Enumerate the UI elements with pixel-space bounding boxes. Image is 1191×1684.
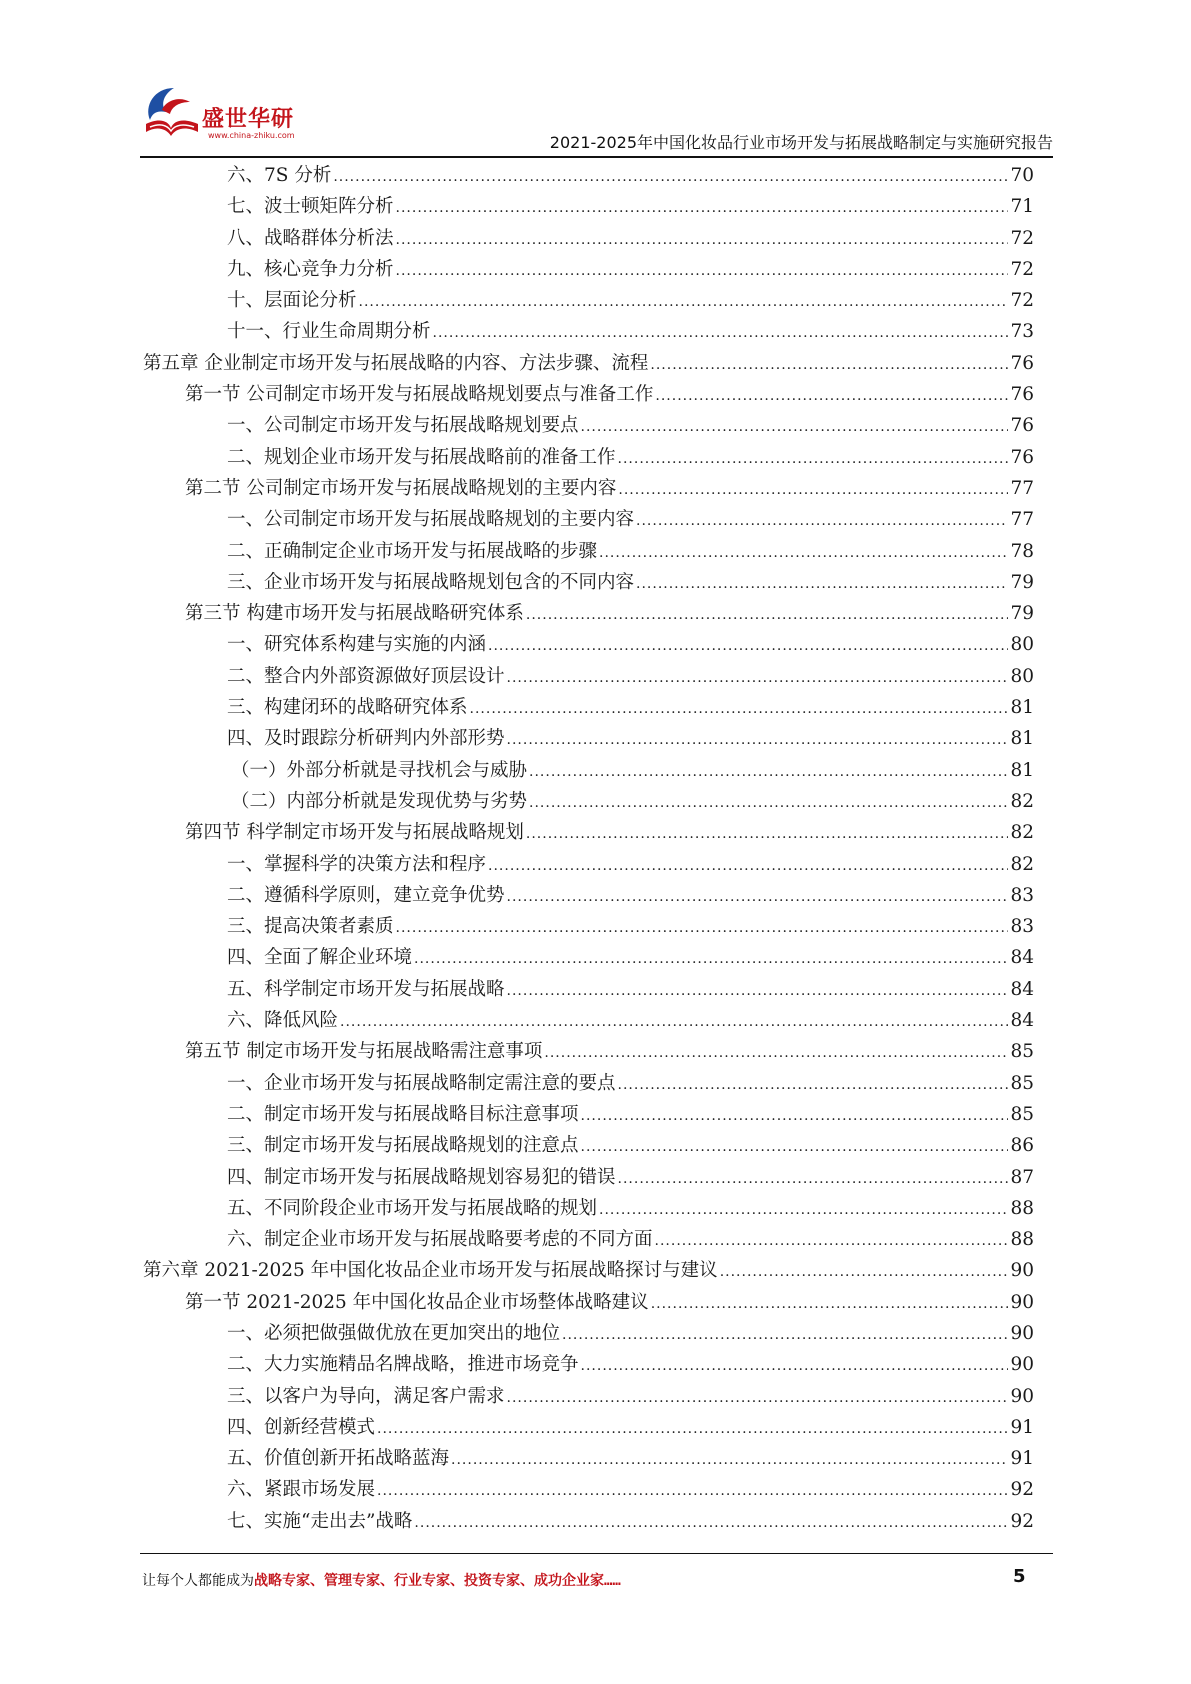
toc-entry-page: 91 (1010, 1448, 1034, 1470)
toc-entry-page: 79 (1010, 603, 1034, 625)
toc-entry-page: 71 (1010, 196, 1034, 218)
toc-item-entry[interactable] (143, 316, 1034, 347)
toc-item-entry[interactable] (143, 692, 1034, 723)
toc-entry-title: 十、层面论分析 (227, 290, 357, 312)
toc-entry-page: 82 (1010, 790, 1034, 812)
toc-item-entry[interactable] (143, 1474, 1034, 1505)
toc-dot-leader (562, 1320, 1008, 1351)
toc-entry-page: 86 (1010, 1135, 1034, 1157)
toc-entry-page: 88 (1010, 1197, 1034, 1219)
report-title: 2021-2025年中国化妆品行业市场开发与拓展战略制定与实施研究报告 (549, 133, 1053, 152)
toc-entry-page: 84 (1010, 947, 1034, 969)
toc-dot-leader (636, 569, 1008, 600)
toc-dot-leader (599, 1195, 1008, 1226)
toc-entry-title: 二、规划企业市场开发与拓展战略前的准备工作 (227, 446, 616, 468)
toc-dot-leader (618, 1164, 1009, 1195)
toc-dot-leader (414, 944, 1008, 975)
toc-entry-page: 90 (1010, 1260, 1034, 1282)
toc-entry-page: 77 (1010, 509, 1034, 531)
toc-item-entry[interactable] (143, 1005, 1034, 1036)
toc-item-entry[interactable] (143, 567, 1034, 598)
toc-dot-leader (396, 193, 1009, 224)
toc-entry-page: 82 (1010, 853, 1034, 875)
toc-entry-title: 五、价值创新开拓战略蓝海 (227, 1448, 450, 1470)
toc-entry-title: 三、企业市场开发与拓展战略规划包含的不同内容 (227, 571, 635, 593)
toc-entry-title: 二、大力实施精品名牌战略，推进市场竞争 (227, 1354, 579, 1376)
toc-entry-page: 90 (1010, 1322, 1034, 1344)
toc-item-entry[interactable] (143, 1349, 1034, 1380)
toc-entry-page: 92 (1010, 1510, 1034, 1532)
company-logo (140, 78, 310, 148)
toc-entry-title: 四、制定市场开发与拓展战略规划容易犯的错误 (227, 1166, 616, 1188)
toc-entry-page: 76 (1010, 446, 1034, 468)
toc-entry-page: 85 (1010, 1103, 1034, 1125)
toc-entry-page: 84 (1010, 1010, 1034, 1032)
toc-entry-title: 八、战略群体分析法 (227, 227, 394, 249)
toc-dot-leader (507, 1383, 1009, 1414)
toc-item-entry[interactable] (143, 223, 1034, 254)
toc-item-entry[interactable] (143, 442, 1034, 473)
toc-entry-page: 90 (1010, 1385, 1034, 1407)
toc-section-entry[interactable] (143, 598, 1034, 629)
toc-entry-title: 第六章 2021-2025 年中国化妆品企业市场开发与拓展战略探讨与建议 (143, 1260, 718, 1282)
toc-entry-page: 76 (1010, 415, 1034, 437)
toc-item-entry[interactable] (143, 285, 1034, 316)
toc-entry-page: 72 (1010, 290, 1034, 312)
toc-entry-title: 六、紧跟市场发展 (227, 1479, 376, 1501)
toc-dot-leader (655, 381, 1008, 412)
toc-item-entry[interactable] (143, 504, 1034, 535)
toc-dot-leader (507, 976, 1009, 1007)
toc-dot-leader (636, 506, 1008, 537)
toc-entry-title: 四、及时跟踪分析研判内外部形势 (227, 728, 505, 750)
toc-entry-page: 80 (1010, 634, 1034, 656)
toc-dot-leader (655, 1226, 1009, 1257)
toc-item-entry[interactable] (143, 1224, 1034, 1255)
toc-item-entry[interactable] (143, 191, 1034, 222)
toc-item-entry[interactable] (143, 160, 1034, 191)
toc-section-entry[interactable] (143, 1287, 1034, 1318)
toc-dot-leader (333, 162, 1008, 193)
toc-entry-title: 第一节 公司制定市场开发与拓展战略规划要点与准备工作 (185, 384, 654, 406)
toc-entry-title: 五、不同阶段企业市场开发与拓展战略的规划 (227, 1197, 598, 1219)
toc-dot-leader (488, 851, 1008, 882)
toc-entry-title: 四、创新经营模式 (227, 1416, 376, 1438)
toc-dot-leader (529, 788, 1008, 819)
toc-entry-page: 72 (1010, 258, 1034, 280)
toc-dot-leader (581, 1351, 1009, 1382)
toc-dot-leader (488, 631, 1008, 662)
toc-entry-page: 81 (1010, 759, 1034, 781)
toc-item-entry[interactable] (143, 849, 1034, 880)
toc-entry-title: 第三节 构建市场开发与拓展战略研究体系 (185, 603, 524, 625)
header-divider (140, 156, 1053, 158)
toc-item-entry[interactable] (143, 1193, 1034, 1224)
toc-entry-title: 二、遵循科学原则，建立竞争优势 (227, 884, 505, 906)
toc-dot-leader (618, 1070, 1009, 1101)
toc-dot-leader (507, 725, 1009, 756)
toc-item-entry[interactable] (143, 755, 1034, 786)
toc-entry-title: 十一、行业生命周期分析 (227, 321, 431, 343)
logo-title: 盛世华研 (202, 107, 295, 132)
toc-dot-leader (507, 882, 1009, 913)
toc-item-entry[interactable] (143, 1318, 1034, 1349)
toc-entry-page: 92 (1010, 1479, 1034, 1501)
toc-entry-title: 一、研究体系构建与实施的内涵 (227, 634, 487, 656)
toc-entry-page: 88 (1010, 1229, 1034, 1251)
toc-entry-page: 80 (1010, 665, 1034, 687)
toc-dot-leader (650, 350, 1008, 381)
toc-entry-title: 三、以客户为导向，满足客户需求 (227, 1385, 505, 1407)
toc-entry-title: 一、必须把做强做优放在更加突出的地位 (227, 1322, 561, 1344)
toc-chapter-entry[interactable] (143, 1255, 1034, 1286)
toc-dot-leader (377, 1414, 1008, 1445)
toc-item-entry[interactable] (143, 1381, 1034, 1412)
toc-entry-title: 七、实施“走出去”战略 (227, 1510, 413, 1532)
toc-item-entry[interactable] (143, 942, 1034, 973)
toc-entry-page: 83 (1010, 884, 1034, 906)
toc-entry-page: 87 (1010, 1166, 1034, 1188)
toc-dot-leader (433, 318, 1009, 349)
toc-dot-leader (618, 444, 1009, 475)
toc-item-entry[interactable] (143, 1443, 1034, 1474)
page-number: 5 (1013, 1566, 1026, 1587)
toc-dot-leader (414, 1508, 1008, 1539)
toc-dot-leader (581, 1101, 1009, 1132)
toc-item-entry[interactable] (143, 911, 1034, 942)
toc-dot-leader (396, 225, 1009, 256)
toc-dot-leader (340, 1007, 1008, 1038)
toc-item-entry[interactable] (143, 974, 1034, 1005)
toc-section-entry[interactable] (143, 473, 1034, 504)
toc-entry-page: 70 (1010, 165, 1034, 186)
toc-dot-leader (396, 256, 1009, 287)
toc-entry-title: 五、科学制定市场开发与拓展战略 (227, 978, 505, 1000)
toc-entry-title: 一、公司制定市场开发与拓展战略规划的主要内容 (227, 509, 635, 531)
toc-dot-leader (720, 1257, 1009, 1288)
toc-dot-leader (359, 287, 1009, 318)
toc-item-entry[interactable] (143, 723, 1034, 754)
toc-entry-title: 第五节 制定市场开发与拓展战略需注意事项 (185, 1041, 543, 1063)
toc-item-entry[interactable] (143, 254, 1034, 285)
toc-entry-title: 三、构建闭环的战略研究体系 (227, 697, 468, 719)
toc-entry-page: 85 (1010, 1041, 1034, 1063)
toc-entry-page: 81 (1010, 697, 1034, 719)
logo-url: www.china-zhiku.com (208, 131, 295, 140)
toc-dot-leader (544, 1038, 1008, 1069)
toc-dot-leader (618, 475, 1008, 506)
toc-entry-page: 73 (1010, 321, 1034, 343)
toc-dot-leader (507, 663, 1009, 694)
toc-item-entry[interactable] (143, 1099, 1034, 1130)
toc-dot-leader (599, 538, 1008, 569)
toc-entry-title: （二）内部分析就是发现优势与劣势 (231, 790, 528, 812)
toc-item-entry[interactable] (143, 1412, 1034, 1443)
toc-entry-title: 六、降低风险 (227, 1010, 339, 1032)
toc-item-entry[interactable] (143, 661, 1034, 692)
toc-item-entry[interactable] (143, 786, 1034, 817)
toc-dot-leader (529, 757, 1008, 788)
toc-section-entry[interactable] (143, 1036, 1034, 1067)
toc-entry-page: 76 (1010, 352, 1034, 374)
toc-entry-title: 三、提高决策者素质 (227, 916, 394, 938)
toc-entry-title: 三、制定市场开发与拓展战略规划的注意点 (227, 1135, 579, 1157)
toc-entry-title: 一、掌握科学的决策方法和程序 (227, 853, 487, 875)
toc-item-entry[interactable] (143, 536, 1034, 567)
toc-item-entry[interactable] (143, 1130, 1034, 1161)
toc-item-entry[interactable] (143, 1068, 1034, 1099)
toc-entry-title: 第五章 企业制定市场开发与拓展战略的内容、方法步骤、流程 (143, 352, 649, 374)
toc-entry-title: 第一节 2021-2025 年中国化妆品企业市场整体战略建议 (185, 1291, 649, 1313)
book-swirl-logo-icon (140, 82, 202, 142)
toc-dot-leader (451, 1445, 1008, 1476)
footer-slogan-prefix: 让每个人都能成为 (142, 1573, 254, 1589)
toc-dot-leader (581, 412, 1009, 443)
table-of-contents (143, 160, 1034, 1537)
toc-entry-page: 90 (1010, 1354, 1034, 1376)
toc-item-entry[interactable] (143, 880, 1034, 911)
toc-chapter-entry[interactable] (143, 348, 1034, 379)
toc-entry-page: 78 (1010, 540, 1034, 562)
toc-entry-title: 六、7S 分析 (227, 165, 332, 186)
toc-entry-title: 二、制定市场开发与拓展战略目标注意事项 (227, 1103, 579, 1125)
toc-entry-title: 二、正确制定企业市场开发与拓展战略的步骤 (227, 540, 598, 562)
toc-dot-leader (526, 819, 1009, 850)
toc-entry-title: 第二节 公司制定市场开发与拓展战略规划的主要内容 (185, 477, 617, 499)
toc-section-entry[interactable] (143, 379, 1034, 410)
toc-entry-page: 84 (1010, 978, 1034, 1000)
toc-entry-title: 第四节 科学制定市场开发与拓展战略规划 (185, 822, 524, 844)
toc-entry-page: 91 (1010, 1416, 1034, 1438)
toc-entry-title: 二、整合内外部资源做好顶层设计 (227, 665, 505, 687)
toc-entry-title: 四、全面了解企业环境 (227, 947, 413, 969)
toc-entry-page: 85 (1010, 1072, 1034, 1094)
footer-slogan (142, 1570, 621, 1590)
toc-entry-title: 六、制定企业市场开发与拓展战略要考虑的不同方面 (227, 1229, 653, 1251)
footer-divider (140, 1553, 1053, 1554)
toc-entry-title: （一）外部分析就是寻找机会与威胁 (231, 759, 528, 781)
toc-entry-page: 90 (1010, 1291, 1034, 1313)
toc-entry-title: 九、核心竞争力分析 (227, 258, 394, 280)
toc-entry-page: 83 (1010, 916, 1034, 938)
toc-dot-leader (651, 1289, 1009, 1320)
toc-dot-leader (396, 913, 1009, 944)
toc-entry-page: 79 (1010, 571, 1034, 593)
toc-entry-title: 七、波士顿矩阵分析 (227, 196, 394, 218)
toc-item-entry[interactable] (143, 629, 1034, 660)
toc-item-entry[interactable] (143, 1506, 1034, 1537)
toc-entry-page: 72 (1010, 227, 1034, 249)
toc-item-entry[interactable] (143, 410, 1034, 441)
toc-entry-page: 82 (1010, 822, 1034, 844)
toc-entry-title: 一、公司制定市场开发与拓展战略规划要点 (227, 415, 579, 437)
toc-entry-page: 81 (1010, 728, 1034, 750)
toc-dot-leader (377, 1476, 1008, 1507)
toc-entry-title: 一、企业市场开发与拓展战略制定需注意的要点 (227, 1072, 616, 1094)
toc-section-entry[interactable] (143, 817, 1034, 848)
toc-dot-leader (581, 1132, 1009, 1163)
toc-entry-page: 76 (1010, 384, 1034, 406)
toc-dot-leader (526, 600, 1009, 631)
footer-slogan-highlight: 战略专家、管理专家、行业专家、投资专家、成功企业家…… (254, 1573, 621, 1589)
toc-item-entry[interactable] (143, 1162, 1034, 1193)
toc-dot-leader (470, 694, 1009, 725)
toc-entry-page: 77 (1010, 477, 1034, 499)
page-header (140, 78, 1053, 158)
